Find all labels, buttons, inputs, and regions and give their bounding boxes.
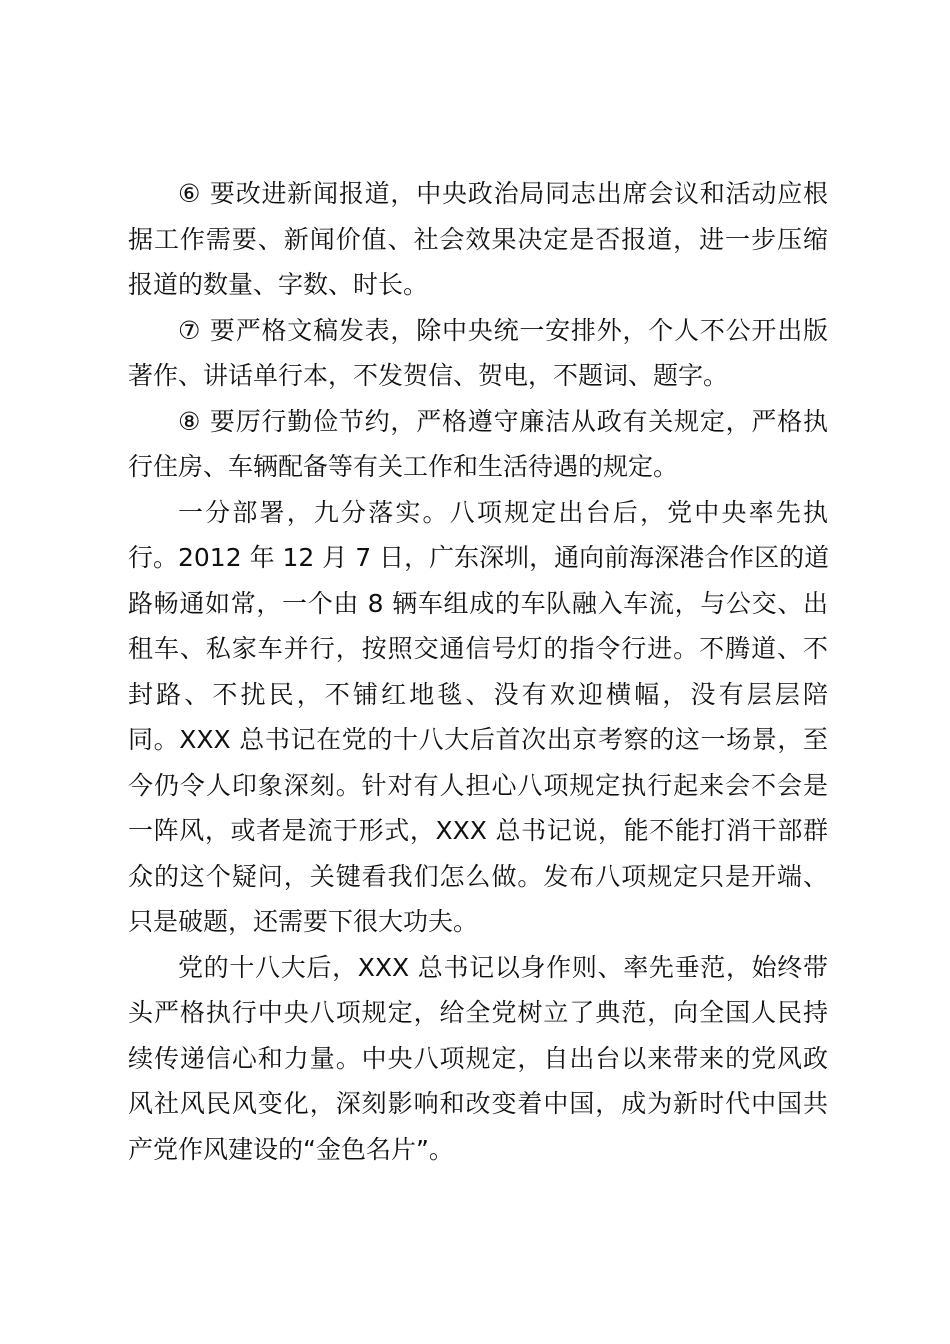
text-line: 一阵风，或者是流于形式，XXX 总书记说，能不能打消干部群 [128, 816, 828, 845]
text-line: 头严格执行中央八项规定，给全党树立了典范，向全国人民持 [128, 998, 828, 1027]
paragraph-implementation [128, 490, 828, 945]
document-body [128, 171, 828, 1172]
text-line: 封路、不扰民，不铺红地毯、没有欢迎横幅，没有层层陪 [128, 679, 828, 709]
text-line: ⑧ 要厉行勤俭节约，严格遵守廉洁从政有关规定，严格执 [178, 406, 828, 436]
text-line: 据工作需要、新闻价值、社会效果决定是否报道，进一步压缩 [128, 224, 828, 254]
text-line: 党的十八大后，XXX 总书记以身作则、率先垂范，始终带 [178, 952, 828, 982]
paragraph-rule-6 [128, 171, 828, 308]
text-line: 报道的数量、字数、时长。 [128, 270, 429, 299]
text-line: 风社风民风变化，深刻影响和改变着中国，成为新时代中国共 [128, 1089, 828, 1118]
paragraph-conclusion [128, 945, 828, 1173]
text-line: 今仍令人印象深刻。针对有人担心八项规定执行起来会不会是 [128, 770, 828, 800]
text-line: 产党作风建设的“金色名片”。 [128, 1134, 454, 1164]
text-line: 行住房、车辆配备等有关工作和生活待遇的规定。 [128, 452, 679, 481]
text-line: 续传递信心和力量。中央八项规定，自出台以来带来的党风政 [128, 1043, 828, 1073]
text-line: ⑥ 要改进新闻报道，中央政治局同志出席会议和活动应根 [178, 179, 828, 208]
text-line: 众的这个疑问，关键看我们怎么做。发布八项规定只是开端、 [128, 861, 828, 891]
text-line: 只是破题，还需要下很大功夫。 [128, 907, 479, 936]
text-line: 一分部署，九分落实。八项规定出台后，党中央率先执 [178, 497, 828, 527]
text-line: 路畅通如常，一个由 8 辆车组成的车队融入车流，与公交、出 [128, 588, 828, 618]
text-line: 租车、私家车并行，按照交通信号灯的指令行进。不腾道、不 [128, 634, 828, 663]
paragraph-rule-8 [128, 399, 828, 490]
text-line: 著作、讲话单行本，不发贺信、贺电，不题词、题字。 [128, 361, 729, 390]
paragraph-rule-7 [128, 308, 828, 399]
text-line: 行。2012 年 12 月 7 日，广东深圳，通向前海深港合作区的道 [128, 543, 830, 572]
text-line: 同。XXX 总书记在党的十八大后首次出京考察的这一场景，至 [128, 725, 828, 754]
text-line: ⑦ 要严格文稿发表，除中央统一安排外，个人不公开出版 [178, 315, 828, 345]
